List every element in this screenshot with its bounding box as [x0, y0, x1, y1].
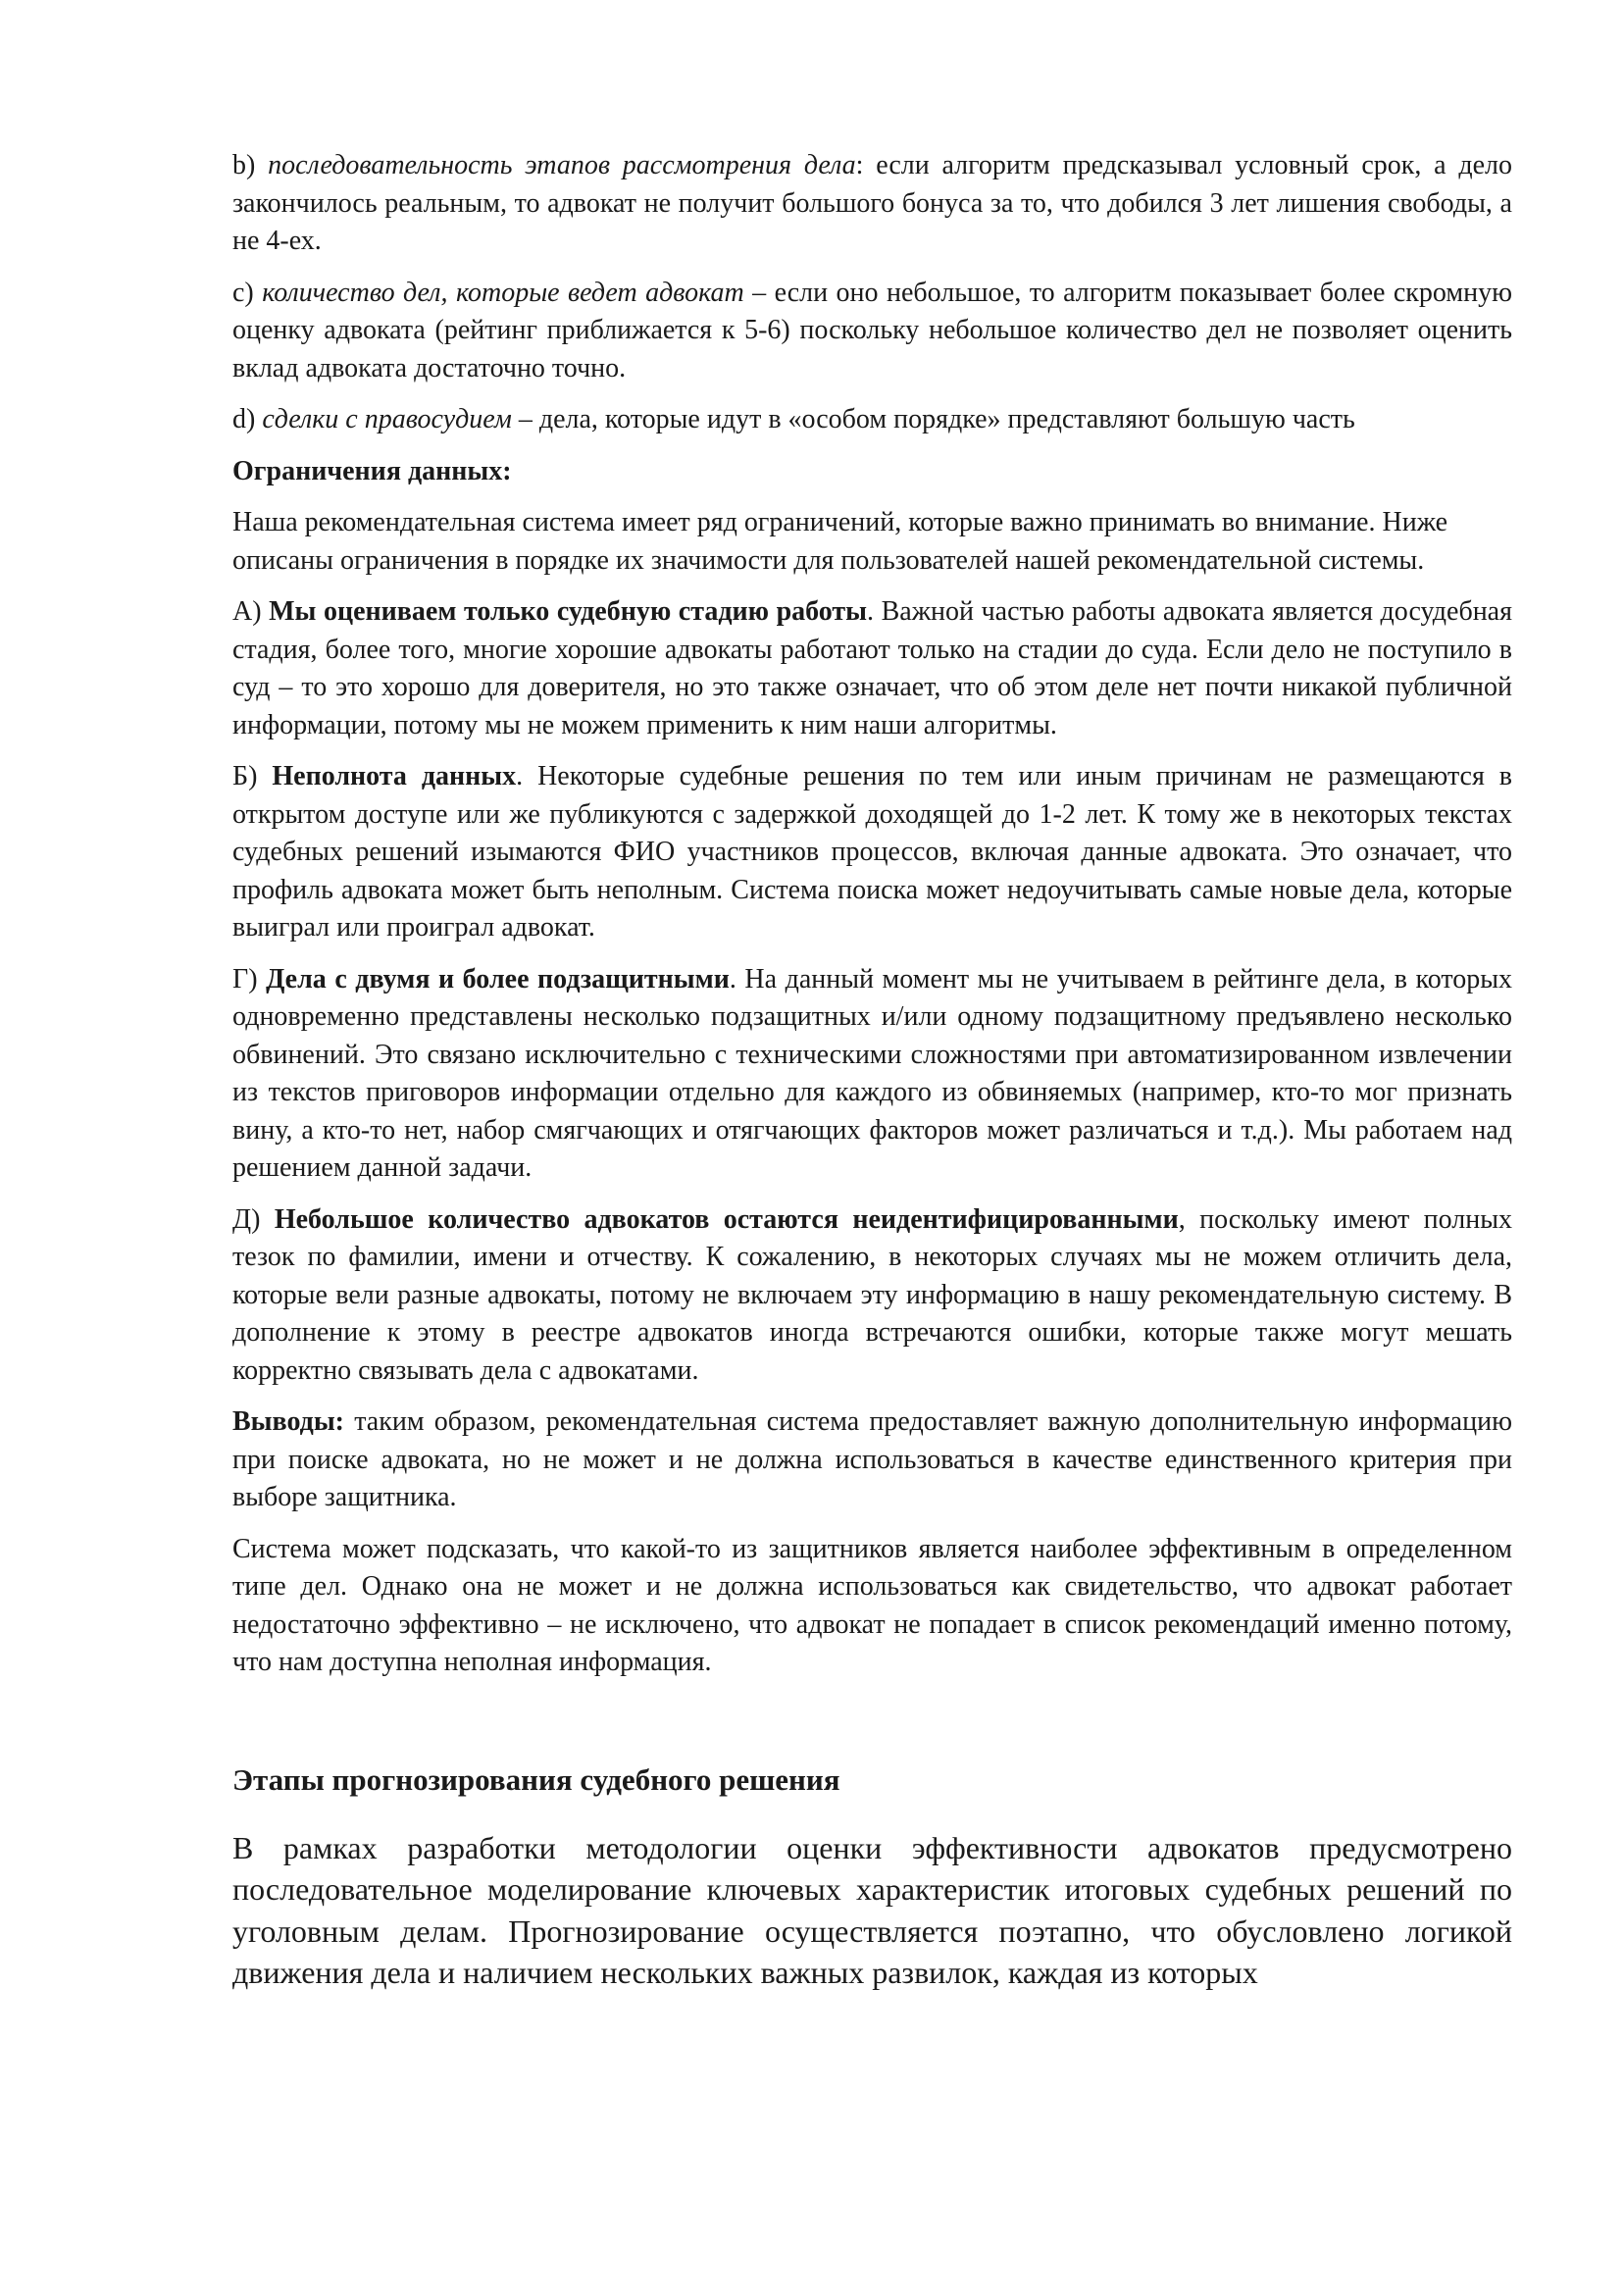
item-term: сделки с правосудием — [262, 404, 512, 434]
item-text: – если оно небольшое, то алгоритм показывает более скромную оценку адвоката (рейтинг приближается к 5-6) поскольку небольшое количество дел не позволяет оценить вклад адвоката достаточно точно. — [232, 277, 1512, 383]
system-note-paragraph: Система может подсказать, что какой-то из защитников является наиболее эффективным в определенном типе дел. Однако она не может и не должна использоваться как свидетельство, что адвокат работает недостаточно эффективно – не исключено, что адвокат не попадает в список рекомендаций именно потому, что нам доступна неполная информация. — [232, 1533, 1512, 1677]
limits-heading: Ограничения данных: — [232, 455, 512, 486]
item-text: : если алгоритм предсказывал условный срок, а дело закончилось реальным, то адвокат не получит большого бонуса за то, что добился 3 лет лишения свободы, а не 4-ех. — [232, 150, 1512, 256]
limits-intro: Наша рекомендательная система имеет ряд ограничений, которые важно принимать во внимание. Ниже описаны ограничения в порядке их значимости для пользователей нашей рекомендательной системы. — [232, 507, 1448, 576]
conclusions-text: таким образом, рекомендательная система предоставляет важную дополнительную информацию при поиске адвоката, но не может и не должна использоваться в качестве единственного критерия при выборе защитника. — [232, 1406, 1512, 1512]
item-text: . На данный момент мы не учитываем в рейтинге дела, в которых одновременно представлены несколько подзащитных и/или одному подзащитному предъявлено несколько обвинений. Это связано исключительно с техническими сложностями при автоматизированном извлечении из текстов приговоров информации отдельно для каждого из обвиняемых (например, кто-то мог признать вину, а кто-то нет, набор смягчающих и отягчающих факторов может различаться и т.д.). Мы работаем над решением данной задачи. — [232, 963, 1513, 1183]
paragraph-d — [232, 401, 1512, 439]
conclusions-label: Выводы: — [232, 1406, 345, 1437]
item-bold: Мы оцениваем только судебную стадию работы — [269, 596, 868, 627]
item-bold: Дела с двумя и более подзащитными — [266, 963, 730, 994]
item-marker: Г) — [232, 963, 258, 994]
item-marker: d) — [232, 404, 256, 434]
limit-item-b — [232, 758, 1512, 947]
item-text: – дела, которые идут в «особом порядке» представляют большую часть — [511, 404, 1355, 434]
paragraph-c — [232, 275, 1512, 388]
item-marker: c) — [232, 277, 254, 308]
item-bold: Небольшое количество адвокатов остаются неидентифицированными — [274, 1203, 1179, 1235]
item-bold: Неполнота данных — [272, 761, 517, 791]
paragraph-b — [232, 147, 1512, 261]
item-marker: Д) — [232, 1203, 261, 1235]
section-spacer — [232, 1696, 1512, 1760]
limit-item-g — [232, 961, 1512, 1188]
limit-item-a — [232, 593, 1512, 744]
item-term: последовательность этапов рассмотрения дела — [268, 150, 856, 180]
limit-item-d — [232, 1201, 1512, 1391]
document-page — [232, 147, 1512, 2008]
conclusions-paragraph — [232, 1403, 1512, 1517]
item-text: , поскольку имеют полных тезок по фамилии, имени и отчеству. К сожалению, в некоторых случаях мы не можем отличить дела, которые вели разные адвокаты, потому не включаем эту информацию в нашу рекомендательную систему. В дополнение к этому в реестре адвокатов иногда встречаются ошибки, которые также могут мешать корректно связывать дела с адвокатами. — [232, 1203, 1513, 1386]
item-text: . Некоторые судебные решения по тем или иным причинам не размещаются в открытом доступе или же публикуются с задержкой доходящей до 1-2 лет. К тому же в некоторых текстах судебных решений изымаются ФИО участников процессов, включая данные адвоката. Это означает, что профиль адвоката может быть неполным. Система поиска может недоучитывать самые новые дела, которые выиграл или проиграл адвокат. — [232, 761, 1513, 943]
section-paragraph: В рамках разработки методологии оценки эффективности адвокатов предусмотрено последовательное моделирование ключевых характеристик итоговых судебных решений по уголовным делам. Прогнозирование осуществляется поэтапно, что обусловлено логикой движения дела и наличием нескольких важных развилок, каждая из которых — [232, 1829, 1512, 1990]
item-marker: Б) — [232, 761, 258, 791]
item-marker: А) — [232, 596, 262, 627]
item-marker: b) — [232, 150, 256, 180]
item-term: количество дел, которые ведет адвокат — [262, 277, 744, 308]
section-heading: Этапы прогнозирования судебного решения — [232, 1761, 840, 1797]
item-text: . Важной частью работы адвоката является досудебная стадия, более того, многие хорошие адвокаты работают только на стадии до суда. Если дело не поступило в суд – то это хорошо для доверителя, но это также означает, что об этом деле нет почти никакой публичной информации, потому мы не можем применить к ним наши алгоритмы. — [232, 596, 1512, 740]
